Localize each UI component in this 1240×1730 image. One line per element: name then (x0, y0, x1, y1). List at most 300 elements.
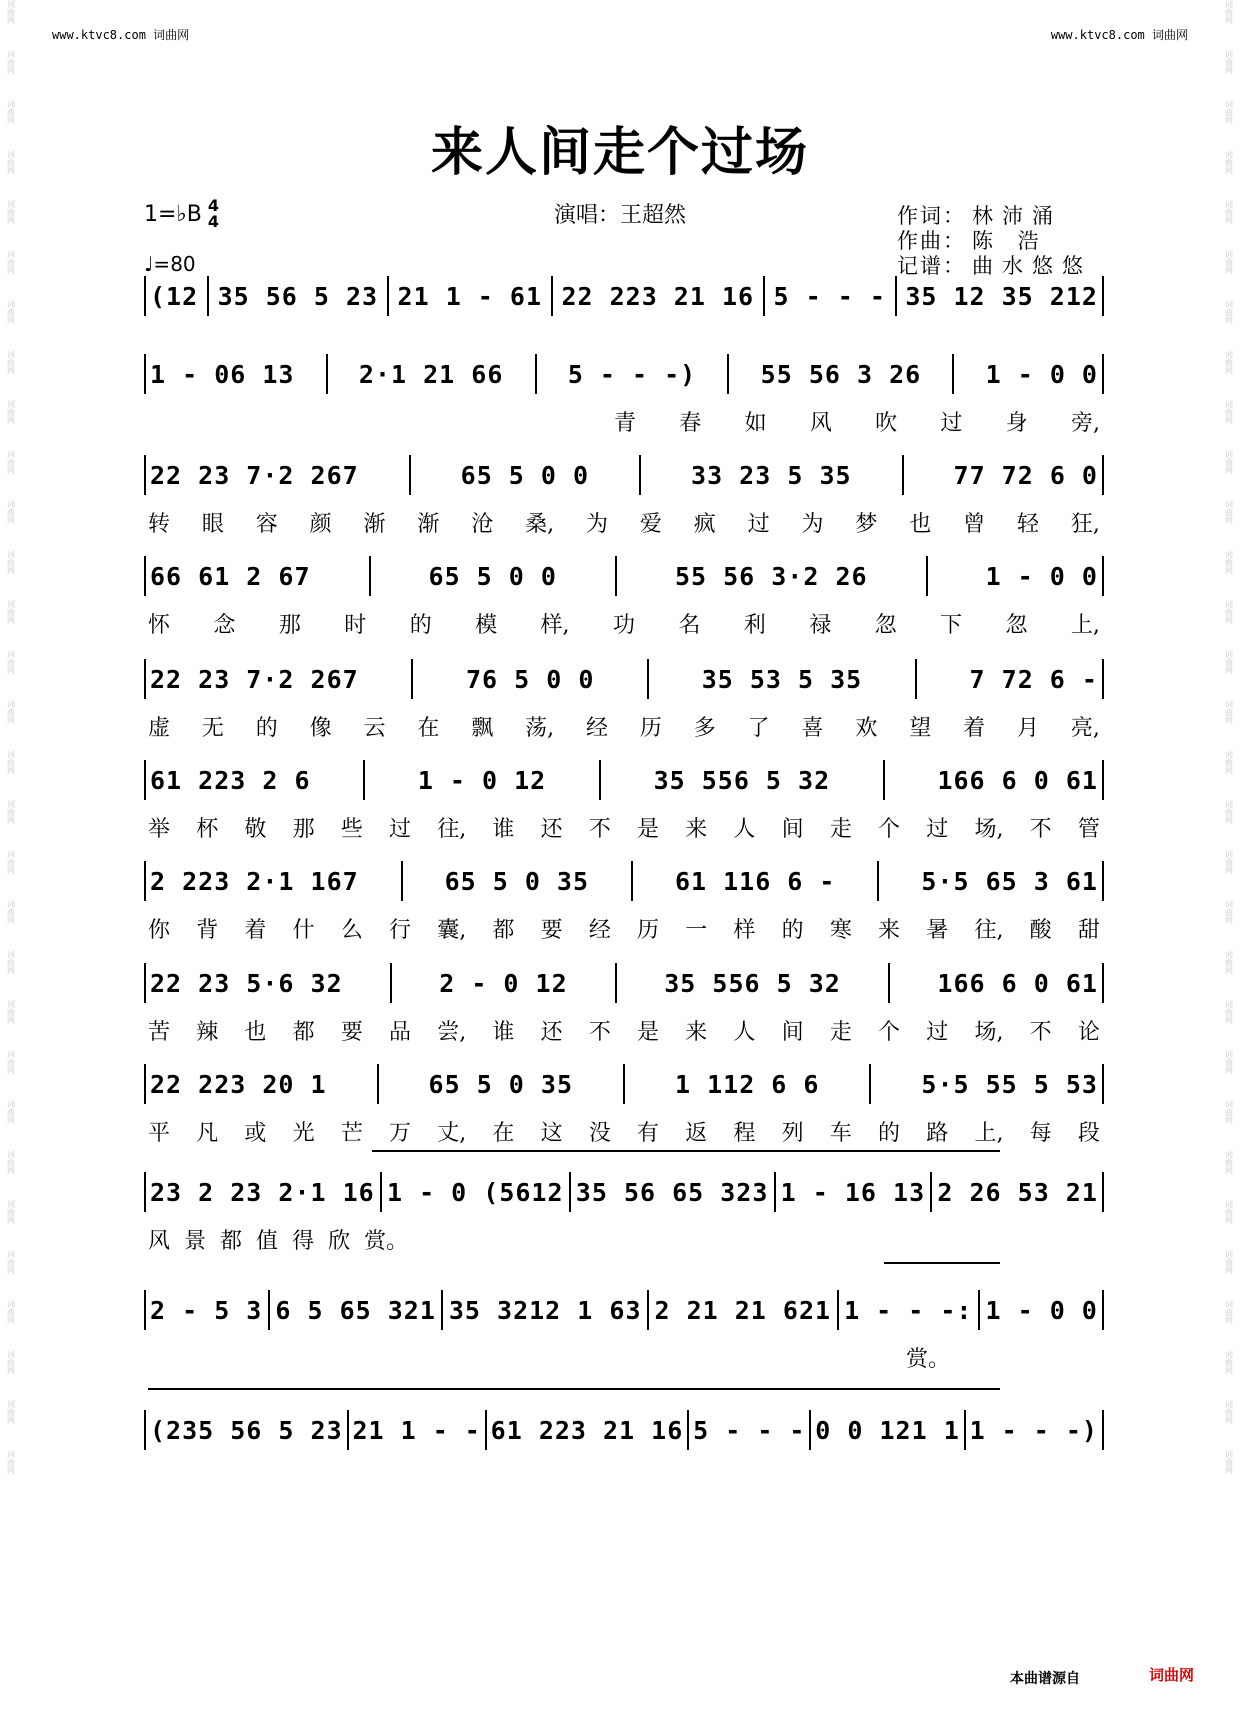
measure: 1 - 0 0 (985, 561, 1098, 591)
watermark-text: 词曲网 (1224, 600, 1234, 624)
watermark-text: 词曲网 (6, 650, 16, 674)
lyric-syllable: 虚 (148, 715, 171, 741)
watermark-left (0, 0, 22, 1730)
lyric-syllable: 名 (678, 612, 701, 638)
lyric-syllable: 疯 (693, 511, 716, 537)
watermark-text: 词曲网 (6, 50, 16, 74)
volta-first-line (372, 1150, 1000, 1152)
measure: 35 53 5 35 (701, 664, 863, 694)
lyric-syllable: 段 (1077, 1120, 1100, 1146)
measure: 35 3212 1 63 (448, 1295, 642, 1325)
barline (930, 1172, 932, 1212)
measure: 21 1 - 61 (397, 281, 543, 311)
watermark-text: 词曲网 (1224, 1050, 1234, 1074)
barline (363, 760, 365, 800)
lyric-syllable: 都 (220, 1228, 243, 1254)
lyric-syllable: 渐 (363, 511, 386, 537)
measure: 166 6 0 61 (937, 765, 1098, 795)
lyric-syllable: 论 (1077, 1019, 1100, 1045)
lyric-syllable: 品 (389, 1019, 412, 1045)
measure: 1 - 16 13 (780, 1177, 926, 1207)
lyrics-line (144, 1222, 1104, 1256)
lyric-syllable: 风 (148, 1228, 171, 1254)
barline (207, 276, 209, 316)
lyrics-line (144, 709, 1104, 743)
watermark-text: 词曲网 (6, 550, 16, 574)
watermark-text: 词曲网 (6, 1200, 16, 1224)
barline (409, 455, 411, 495)
watermark-text: 词曲网 (1224, 1150, 1234, 1174)
lyric-syllable: 曾 (963, 511, 986, 537)
watermark-text: 词曲网 (6, 750, 16, 774)
watermark-text: 词曲网 (1224, 900, 1234, 924)
measure: 6 5 65 321 (275, 1295, 436, 1325)
measure: 55 56 3 26 (760, 359, 922, 389)
barline (380, 1172, 382, 1212)
watermark-text: 词曲网 (6, 400, 16, 424)
score-system (144, 556, 1104, 640)
barline (902, 455, 904, 495)
composer-credit: 作曲： 陈 浩 (897, 229, 1048, 253)
measure: 22 23 7·2 267 (150, 460, 359, 490)
measure: 1 - 0 0 (985, 1295, 1098, 1325)
lyric-syllable: 背 (196, 917, 219, 943)
watermark-text: 词曲网 (1224, 200, 1234, 224)
lyric-syllable: 丈, (437, 1120, 467, 1146)
notation-line (144, 455, 1104, 495)
lyric-syllable: 暑 (926, 917, 949, 943)
measure: 35 56 65 323 (575, 1177, 769, 1207)
key-label: 1=♭B (144, 201, 202, 227)
notation-line (144, 1172, 1104, 1212)
barline (837, 1290, 839, 1330)
lyric-syllable: 上, (974, 1120, 1004, 1146)
watermark-text: 词曲网 (6, 1450, 16, 1474)
lyric-syllable: 样 (733, 917, 756, 943)
lyric-syllable: 苦 (148, 1019, 171, 1045)
measure: (235 56 5 23 (150, 1415, 343, 1445)
barline (411, 659, 413, 699)
measure: 65 5 0 35 (444, 866, 590, 896)
lyric-syllable: 转 (148, 511, 171, 537)
lyric-syllable: 吹 (875, 410, 898, 436)
barline (727, 354, 729, 394)
lyric-syllable: 的 (781, 917, 804, 943)
lyric-syllable: 管 (1077, 816, 1100, 842)
lyric-syllable: 荡, (525, 715, 555, 741)
measure: 1 - 0 0 (985, 359, 1098, 389)
lyric-syllable: 桑, (525, 511, 555, 537)
lyric-syllable: 来 (878, 917, 901, 943)
lyric-syllable: 时 (344, 612, 367, 638)
measure: 22 223 20 1 (150, 1069, 327, 1099)
barline (390, 963, 392, 1003)
lyric-syllable: 都 (292, 1019, 315, 1045)
watermark-text: 词曲网 (1224, 300, 1234, 324)
watermark-text: 词曲网 (6, 1000, 16, 1024)
lyric-syllable: 忽 (874, 612, 897, 638)
lyric-syllable: 值 (256, 1228, 279, 1254)
lyric-syllable: 个 (878, 816, 901, 842)
watermark-text: 词曲网 (1224, 1300, 1234, 1324)
notation-line (144, 276, 1104, 316)
notation-line (144, 1290, 1104, 1330)
lyric-syllable: 辣 (196, 1019, 219, 1045)
barline (441, 1290, 443, 1330)
measure: 2 223 2·1 167 (150, 866, 359, 896)
lyric-syllable: 在 (492, 1120, 515, 1146)
barline (369, 556, 371, 596)
barline (964, 1410, 966, 1450)
watermark-text: 词曲网 (6, 950, 16, 974)
credits-block (897, 204, 1092, 279)
lyric-syllable: 模 (475, 612, 498, 638)
watermark-right (1218, 0, 1240, 1730)
measure: 22 223 21 16 (561, 281, 755, 311)
barline (599, 760, 601, 800)
lyric-syllable: 光 (292, 1120, 315, 1146)
lyric-syllable: 谁 (492, 1019, 515, 1045)
watermark-text: 词曲网 (6, 0, 16, 24)
lyric-syllable: 得 (292, 1228, 315, 1254)
lyric-syllable: 万 (389, 1120, 412, 1146)
lyric-syllable: 往, (437, 816, 467, 842)
measure: 1 - 0 (5612 (386, 1177, 564, 1207)
watermark-text: 词曲网 (6, 1100, 16, 1124)
measure: 66 61 2 67 (150, 561, 311, 591)
watermark-text: 词曲网 (1224, 800, 1234, 824)
score-system (144, 276, 1104, 360)
barline (883, 760, 885, 800)
lyric-syllable: 不 (1029, 1019, 1052, 1045)
lyric-syllable: 青 (614, 410, 637, 436)
lyric-syllable: 多 (693, 715, 716, 741)
lyric-syllable: 无 (201, 715, 224, 741)
watermark-text: 词曲网 (6, 1050, 16, 1074)
lyric-syllable: 要 (340, 1019, 363, 1045)
barline (687, 1410, 689, 1450)
measure: 1 - - -) (969, 1415, 1098, 1445)
lyric-syllable: 都 (492, 917, 515, 943)
watermark-text: 词曲网 (6, 350, 16, 374)
measure: 1 - - -: (844, 1295, 973, 1325)
watermark-text: 词曲网 (1224, 0, 1234, 24)
notation-line (144, 861, 1104, 901)
barline (888, 963, 890, 1003)
lyric-syllable: 的 (409, 612, 432, 638)
watermark-text: 词曲网 (1224, 150, 1234, 174)
lyrics-line (144, 911, 1104, 945)
tempo-marking: ♩=80 (144, 252, 196, 276)
lyric-syllable: 没 (588, 1120, 611, 1146)
lyric-syllable: 酸 (1029, 917, 1052, 943)
watermark-text: 词曲网 (1224, 550, 1234, 574)
measure: 1 - 0 12 (417, 765, 547, 795)
lyric-syllable: 囊, (437, 917, 467, 943)
lyric-syllable: 过 (747, 511, 770, 537)
lyrics-line (144, 1340, 1104, 1374)
barline (347, 1410, 349, 1450)
lyric-syllable: 什 (292, 917, 315, 943)
lyric-syllable: 人 (733, 1019, 756, 1045)
lyric-syllable: 那 (278, 612, 301, 638)
lyric-syllable: 过 (940, 410, 963, 436)
lyric-syllable: 个 (878, 1019, 901, 1045)
time-signature: 4 4 (207, 196, 220, 231)
measure: 2 - 0 12 (439, 968, 568, 998)
lyric-syllable: 路 (926, 1120, 949, 1146)
watermark-text: 词曲网 (1224, 1100, 1234, 1124)
measure: 7 72 6 - (969, 664, 1098, 694)
lyric-syllable: 往, (974, 917, 1004, 943)
lyric-syllable: 间 (781, 1019, 804, 1045)
lyric-syllable: 尝, (437, 1019, 467, 1045)
site-link-left[interactable]: www.ktvc8.com 词曲网 (52, 28, 190, 42)
watermark-text: 词曲网 (6, 1300, 16, 1324)
watermark-text: 词曲网 (1224, 400, 1234, 424)
lyric-syllable: 春 (679, 410, 702, 436)
lyric-syllable: 场, (974, 816, 1004, 842)
lyric-syllable: 下 (940, 612, 963, 638)
lyric-syllable: 旁, (1070, 410, 1100, 436)
barline (401, 861, 403, 901)
barline (926, 556, 928, 596)
lyric-syllable: 寒 (829, 917, 852, 943)
barline (647, 1290, 649, 1330)
notation-line (144, 354, 1104, 394)
barline (615, 963, 617, 1003)
lyric-syllable: 杯 (196, 816, 219, 842)
lyric-syllable: 这 (540, 1120, 563, 1146)
watermark-text: 词曲网 (1224, 1200, 1234, 1224)
lyric-syllable: 云 (363, 715, 386, 741)
lyric-syllable: 也 (909, 511, 932, 537)
watermark-text: 词曲网 (6, 100, 16, 124)
lyric-syllable: 凡 (196, 1120, 219, 1146)
barline (535, 354, 537, 394)
barline (978, 1290, 980, 1330)
score-system (144, 760, 1104, 844)
watermark-text: 词曲网 (1224, 350, 1234, 374)
lyric-syllable: 望 (909, 715, 932, 741)
lyric-syllable: 景 (184, 1228, 207, 1254)
measure: (12 (150, 281, 199, 311)
score-system (144, 1064, 1104, 1148)
measure: 2·1 21 66 (358, 359, 504, 389)
watermark-text: 词曲网 (1224, 1450, 1234, 1474)
measure: 2 26 53 21 (937, 1177, 1098, 1207)
watermark-text: 词曲网 (6, 300, 16, 324)
lyric-syllable: 为 (585, 511, 608, 537)
lyric-syllable: 容 (255, 511, 278, 537)
lyric-syllable: 些 (340, 816, 363, 842)
notation-line (144, 963, 1104, 1003)
lyric-syllable: 你 (148, 917, 171, 943)
lyric-syllable: 一 (685, 917, 708, 943)
lyric-syllable: 忽 (1005, 612, 1028, 638)
lyric-syllable: 着 (244, 917, 267, 943)
score-system (144, 659, 1104, 743)
barline (268, 1290, 270, 1330)
watermark-text: 词曲网 (1224, 1400, 1234, 1424)
lyric-syllable: 来 (685, 816, 708, 842)
lyric-syllable: 行 (389, 917, 412, 943)
watermark-text: 词曲网 (1224, 500, 1234, 524)
measure: 21 1 - - (352, 1415, 481, 1445)
barline (623, 1064, 625, 1104)
site-link-right[interactable]: www.ktvc8.com 词曲网 (1050, 28, 1188, 42)
lyric-syllable: 也 (244, 1019, 267, 1045)
lyric-syllable: 颜 (309, 511, 332, 537)
lyric-syllable: 么 (340, 917, 363, 943)
lyric-syllable: 返 (685, 1120, 708, 1146)
lyric-syllable: 平 (148, 1120, 171, 1146)
measure: 35 56 5 23 (217, 281, 379, 311)
watermark-text: 词曲网 (1224, 450, 1234, 474)
lyric-syllable: 举 (148, 816, 171, 842)
barline (647, 659, 649, 699)
lyric-syllable: 欣 (328, 1228, 351, 1254)
barline (915, 659, 917, 699)
measure: 2 21 21 621 (654, 1295, 832, 1325)
measure: 5 - - -) (567, 359, 697, 389)
watermark-text: 词曲网 (6, 600, 16, 624)
watermark-text: 词曲网 (1224, 950, 1234, 974)
barline (615, 556, 617, 596)
score-system (144, 1410, 1104, 1494)
measure: 35 556 5 32 (653, 765, 831, 795)
measure: 23 2 23 2·1 16 (150, 1177, 375, 1207)
lyric-syllable: 月 (1016, 715, 1039, 741)
watermark-text: 词曲网 (6, 1400, 16, 1424)
measure: 5 - - - (693, 1415, 806, 1445)
lyric-syllable: 的 (255, 715, 278, 741)
measure: 33 23 5 35 (691, 460, 852, 490)
watermark-text: 词曲网 (6, 800, 16, 824)
lyric-syllable: 每 (1029, 1120, 1052, 1146)
lyric-syllable: 怀 (148, 612, 171, 638)
lyrics-line (144, 1013, 1104, 1047)
lyric-syllable: 的 (878, 1120, 901, 1146)
watermark-text: 词曲网 (1224, 100, 1234, 124)
barline (377, 1064, 379, 1104)
lyric-syllable: 不 (1029, 816, 1052, 842)
measure: 35 12 35 212 (905, 281, 1098, 311)
notation-line (144, 1410, 1104, 1450)
lyric-syllable: 车 (829, 1120, 852, 1146)
watermark-text: 词曲网 (1224, 250, 1234, 274)
barline (485, 1410, 487, 1450)
lyric-syllable: 了 (747, 715, 770, 741)
barline (895, 276, 897, 316)
lyric-syllable: 功 (612, 612, 635, 638)
lyric-syllable: 间 (781, 816, 804, 842)
lyric-syllable: 禄 (809, 612, 832, 638)
barline (569, 1172, 571, 1212)
barline (774, 1172, 776, 1212)
lyric-syllable: 利 (743, 612, 766, 638)
lyrics-line (144, 1114, 1104, 1148)
barline (952, 354, 954, 394)
lyric-syllable: 程 (733, 1120, 756, 1146)
watermark-text: 词曲网 (1224, 650, 1234, 674)
barline (763, 276, 765, 316)
measure: 35 556 5 32 (664, 968, 841, 998)
lyric-syllable: 经 (585, 715, 608, 741)
barline (631, 861, 633, 901)
measure: 166 6 0 61 (937, 968, 1098, 998)
lyrics-line (144, 1460, 1104, 1494)
measure: 5·5 65 3 61 (921, 866, 1098, 896)
lyric-syllable: 亮, (1070, 715, 1100, 741)
lyric-syllable: 走 (829, 1019, 852, 1045)
lyric-syllable: 还 (540, 1019, 563, 1045)
score-system (144, 1172, 1104, 1256)
measure: 61 116 6 - (674, 866, 836, 896)
notation-line (144, 760, 1104, 800)
watermark-text: 词曲网 (6, 200, 16, 224)
lyric-syllable: 要 (540, 917, 563, 943)
lyric-syllable: 历 (639, 715, 662, 741)
footer-source-link[interactable]: 词曲网 (1148, 1666, 1194, 1684)
lyric-syllable: 芒 (340, 1120, 363, 1146)
watermark-text: 词曲网 (6, 450, 16, 474)
measure: 0 0 121 1 (815, 1415, 960, 1445)
lyric-syllable: 上, (1070, 612, 1100, 638)
lyric-syllable: 是 (637, 1019, 660, 1045)
lyric-syllable: 敬 (244, 816, 267, 842)
lyric-syllable: 在 (417, 715, 440, 741)
lyric-syllable: 赏。 (364, 1228, 409, 1254)
score-system (144, 861, 1104, 945)
lyric-syllable: 飘 (471, 715, 494, 741)
measure: 65 5 0 35 (428, 1069, 574, 1099)
lyricist-credit: 作词： 林沛涌 (897, 204, 1062, 228)
watermark-text: 词曲网 (6, 900, 16, 924)
watermark-text: 词曲网 (1224, 1000, 1234, 1024)
measure: 5 - - - (773, 281, 886, 311)
lyric-syllable: 列 (781, 1120, 804, 1146)
score-system (144, 963, 1104, 1047)
footer-source-label: 本曲谱源自 (1010, 1671, 1080, 1687)
lyric-syllable: 历 (637, 917, 660, 943)
lyric-syllable: 身 (1005, 410, 1028, 436)
watermark-text: 词曲网 (6, 1150, 16, 1174)
watermark-text: 词曲网 (1224, 1250, 1234, 1274)
lyric-syllable: 走 (829, 816, 852, 842)
watermark-text: 词曲网 (6, 250, 16, 274)
notation-line (144, 556, 1104, 596)
watermark-text: 词曲网 (6, 700, 16, 724)
barline (326, 354, 328, 394)
barline (809, 1410, 811, 1450)
lyric-syllable: 来 (685, 1019, 708, 1045)
watermark-text: 词曲网 (1224, 850, 1234, 874)
lyric-syllable: 不 (588, 1019, 611, 1045)
coda-line (148, 1388, 1000, 1390)
lyric-syllable: 为 (801, 511, 824, 537)
lyric-syllable: 像 (309, 715, 332, 741)
lyric-syllable: 是 (637, 816, 660, 842)
measure: 61 223 21 16 (490, 1415, 684, 1445)
watermark-text: 词曲网 (1224, 700, 1234, 724)
measure: 61 223 2 6 (150, 765, 311, 795)
score-system (144, 1290, 1104, 1374)
measure: 1 112 6 6 (674, 1069, 820, 1099)
watermark-text: 词曲网 (6, 1250, 16, 1274)
lyric-syllable: 梦 (855, 511, 878, 537)
measure: 1 - 06 13 (150, 359, 295, 389)
